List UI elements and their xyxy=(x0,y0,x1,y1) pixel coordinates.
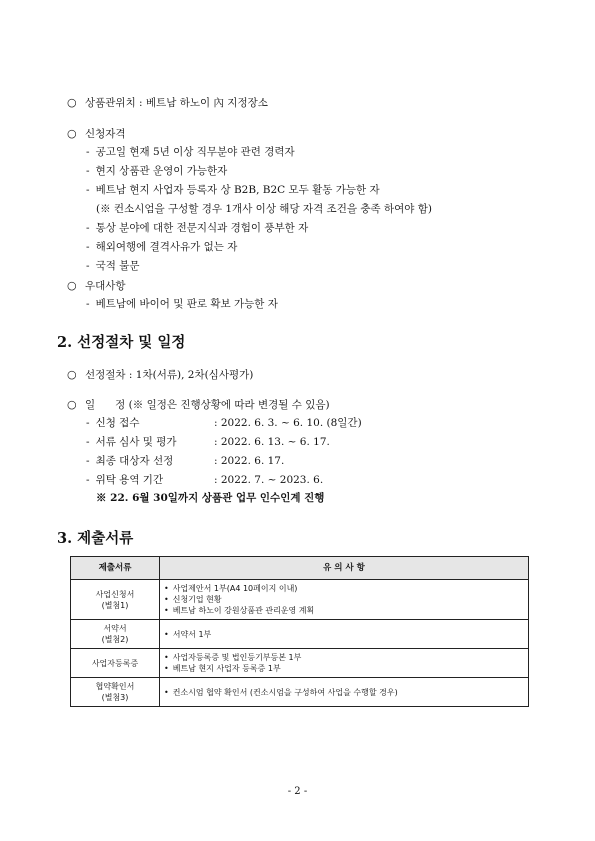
circle-bullet-icon: ○ xyxy=(67,127,77,140)
table-header: 유 의 사 항 xyxy=(160,557,529,580)
list-item-text: 현지 상품관 운영이 가능한자 xyxy=(95,165,228,177)
circle-bullet-icon: ○ xyxy=(67,279,77,292)
list-item: - 베트남에 바이어 및 판로 확보 가능한 자 xyxy=(86,298,278,310)
list-item: - 국적 불문 xyxy=(86,260,140,272)
list-item-text: 베트남 현지 사업자 등록자 상 B2B, B2C 모두 활동 가능한 자 xyxy=(95,184,380,196)
procedure-line xyxy=(67,368,253,382)
preference-title: 우대사항 xyxy=(85,280,126,292)
list-item: • 컨소시엄 협약 확인서 (컨소시엄을 구성하여 사업을 수행할 경우) xyxy=(164,687,524,698)
list-item-text: 통상 분야에 대한 전문지식과 경험이 풍부한 자 xyxy=(95,222,309,234)
table-row xyxy=(71,678,529,707)
table-cell-name: 서약서 (별첨2) xyxy=(71,620,160,649)
list-item: • 서약서 1부 xyxy=(164,629,524,640)
list-item: • 베트남 하노이 강원상품관 관리운영 계획 xyxy=(164,605,524,616)
schedule-value: : 2022. 7. ~ 2023. 6. xyxy=(214,474,324,486)
table-cell-items xyxy=(160,649,529,678)
list-item-text: 해외여행에 결격사유가 없는 자 xyxy=(95,241,238,253)
schedule-title: 일 정 (※ 일정은 진행상황에 따라 변경될 수 있음) xyxy=(85,399,330,411)
table-cell-name: 사업신청서 (별첨1) xyxy=(71,580,160,620)
list-item-text: 국적 불문 xyxy=(95,260,140,272)
eligibility-note: (※ 컨소시엄을 구성할 경우 1개사 이상 해당 자격 조건을 충족 하여야 함) xyxy=(96,203,432,215)
schedule-label: - 신청 접수 xyxy=(86,417,140,429)
location-line xyxy=(67,96,268,110)
table-header: 제출서류 xyxy=(71,557,160,580)
documents-table xyxy=(70,556,529,707)
list-item: • 사업자등록증 및 법인등기부등본 1부 xyxy=(164,652,524,663)
list-item: • 사업제안서 1부(A4 10페이지 이내) xyxy=(164,583,524,594)
list-item-text: 베트남에 바이어 및 판로 확보 가능한 자 xyxy=(95,298,278,310)
page-number: - 2 - xyxy=(287,786,308,797)
schedule-label: - 위탁 용역 기간 xyxy=(86,474,164,486)
table-cell-name: 사업자등록증 xyxy=(71,649,160,678)
schedule-value: : 2022. 6. 3. ~ 6. 10. (8일간) xyxy=(214,417,362,429)
list-item: - 공고일 현재 5년 이상 직무분야 관련 경력자 xyxy=(86,146,295,158)
list-item: • 신청기업 현황 xyxy=(164,594,524,605)
circle-bullet-icon: ○ xyxy=(67,398,77,411)
table-row xyxy=(71,580,529,620)
table-cell-name: 협약확인서 (별첨3) xyxy=(71,678,160,707)
list-item: • 베트남 현지 사업자 등록증 1부 xyxy=(164,663,524,674)
list-item: - 베트남 현지 사업자 등록자 상 B2B, B2C 모두 활동 가능한 자 xyxy=(86,184,380,196)
section2-heading: 2. 선정절차 및 일정 xyxy=(57,334,186,351)
list-item: - 해외여행에 결격사유가 없는 자 xyxy=(86,241,238,253)
table-header-row xyxy=(71,557,529,580)
handover-note: ※ 22. 6월 30일까지 상품관 업무 인수인계 진행 xyxy=(96,492,325,504)
circle-bullet-icon: ○ xyxy=(67,96,77,109)
eligibility-title: 신청자격 xyxy=(85,128,126,140)
list-item-text: 공고일 현재 5년 이상 직무분야 관련 경력자 xyxy=(95,146,295,158)
table-cell-items xyxy=(160,580,529,620)
eligibility-title-line xyxy=(67,127,126,141)
schedule-label: - 최종 대상자 선정 xyxy=(86,455,174,467)
schedule-title-line xyxy=(67,398,330,412)
schedule-value: : 2022. 6. 13. ~ 6. 17. xyxy=(214,436,330,448)
table-cell-items xyxy=(160,678,529,707)
schedule-label: - 서류 심사 및 평가 xyxy=(86,436,177,448)
circle-bullet-icon: ○ xyxy=(67,368,77,381)
list-item: - 통상 분야에 대한 전문지식과 경험이 풍부한 자 xyxy=(86,222,309,234)
table-row xyxy=(71,649,529,678)
preference-title-line xyxy=(67,279,126,293)
procedure-text: 선정절차 : 1차(서류), 2차(심사평가) xyxy=(85,369,254,381)
table-row xyxy=(71,620,529,649)
schedule-value: : 2022. 6. 17. xyxy=(214,455,285,467)
section3-heading: 3. 제출서류 xyxy=(57,530,134,547)
table-cell-items xyxy=(160,620,529,649)
list-item: - 현지 상품관 운영이 가능한자 xyxy=(86,165,228,177)
location-text: 상품관위치 : 베트남 하노이 內 지정장소 xyxy=(85,97,268,109)
